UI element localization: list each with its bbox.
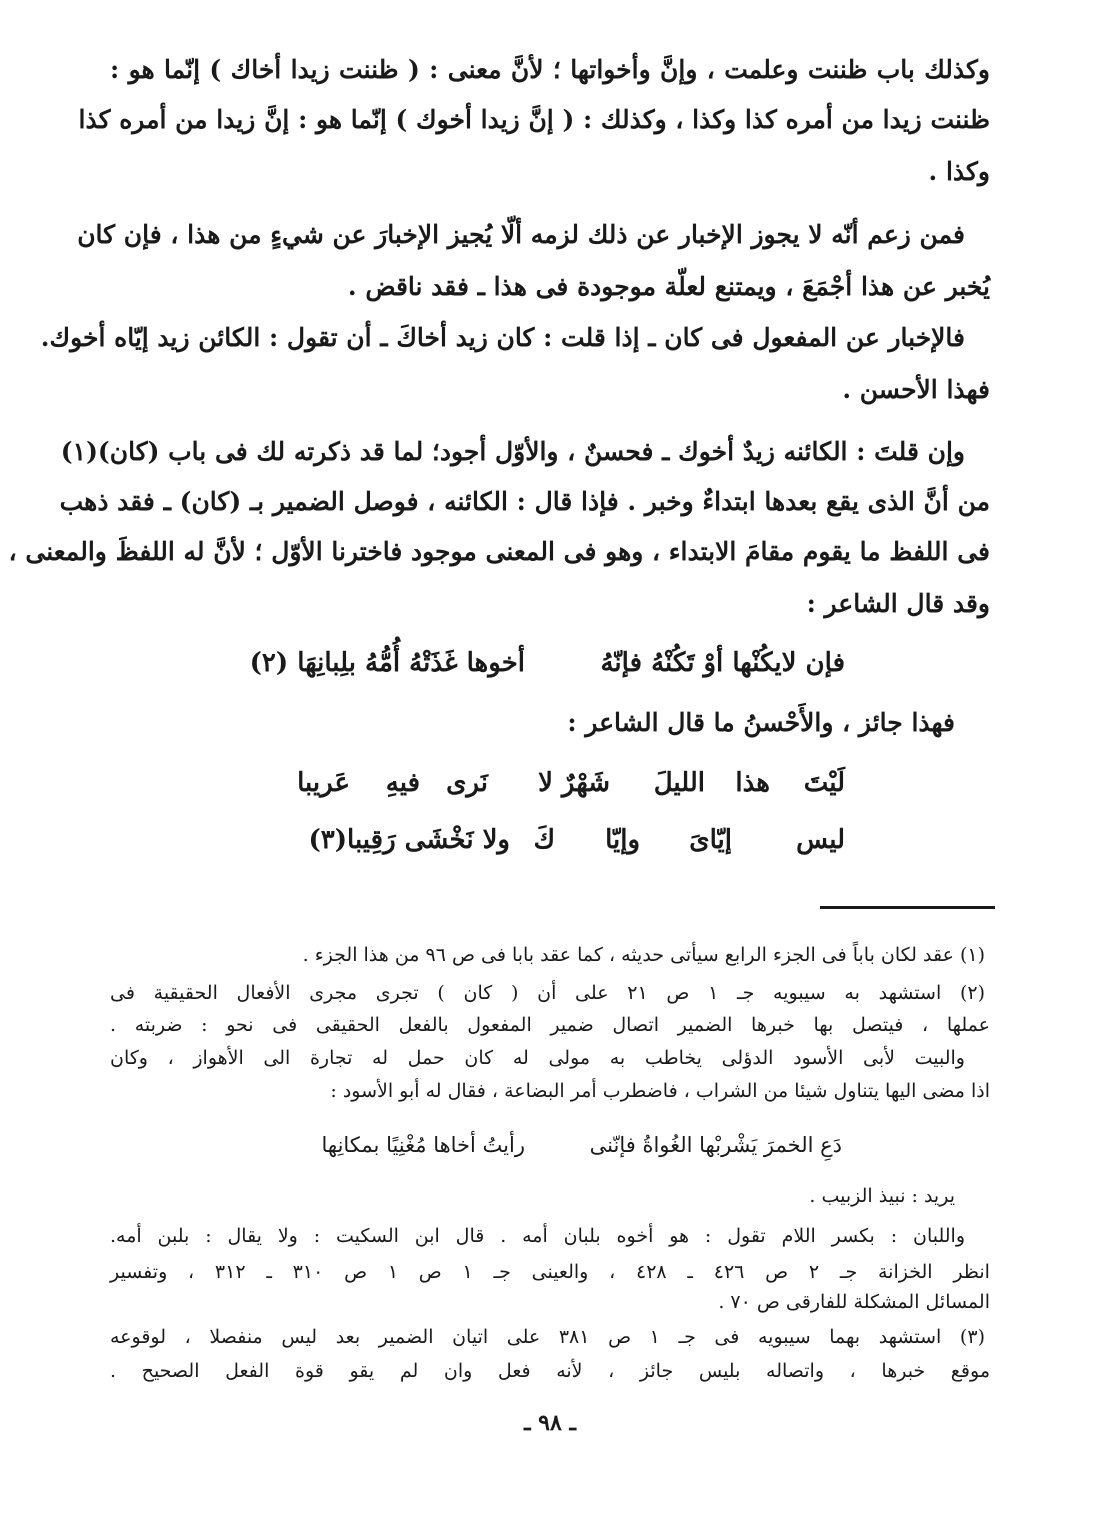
footnote-2-verse-second: رأيتُ أخاها مُغْنِيًا بمكانِها xyxy=(321,1133,525,1157)
verse2a-word-5: لا xyxy=(538,768,553,798)
main-line-1: وكذلك باب ظننت وعلمت ، وإنَّ وأخواتها ؛ لأنَّ معنى : ( ظننت زيدا أخاك ) إنّما هو : xyxy=(110,55,990,84)
page-number: ـ ٩٨ ـ xyxy=(524,1410,576,1436)
verse2b-word-1: ليس xyxy=(796,825,845,855)
verse2b-word-3: وإيّا xyxy=(605,825,640,855)
main-line-after-verse: فهذا جائز ، والأَحْسنُ ما قال الشاعر : xyxy=(567,708,955,737)
main-line-7: فهذا الأحسن . xyxy=(842,375,990,404)
verse2b-word-5: ولا نَخْشَى رَقِيبا(٣) xyxy=(308,825,510,855)
footnote-2-line-7: انظر الخزانة جـ ٢ ص ٤٢٦ ـ ٤٢٨ ، والعينى جـ ١ ص ١ ص ٣١٠ ـ ٣١٢ ، وتفسير xyxy=(110,1261,990,1283)
footnote-2-line-1: (٢) استشهد به سيبويه جـ ١ ص ٢١ على أن ( كان ) تجرى مجرى الأفعال الحقيقية فى xyxy=(110,982,985,1004)
footnote-1: (١) عقد لكان باباً فى الجزء الرابع سيأتى حديثه ، كما عقد بابا فى ص ٩٦ من هذا الجزء . xyxy=(302,944,985,966)
verse2a-word-1: لَيْتَ xyxy=(803,768,845,798)
footnote-separator xyxy=(820,906,995,909)
verse2a-word-7: فيهِ xyxy=(385,768,420,798)
main-line-8: وإن قلتَ : الكائنه زيدٌ أخوك ـ فحسنٌ ، والأوّل أجود؛ لما قد ذكرته لك فى باب (كان)(١) xyxy=(60,437,965,466)
verse2a-word-2: هذا xyxy=(735,768,770,798)
verse2b-word-4: كَ xyxy=(533,825,555,855)
verse1-first-hemistich: فإن لايكُنْها أوْ تَكُنْهُ فإنّهُ xyxy=(600,648,845,678)
verse2a-word-6: نَرى xyxy=(446,768,488,798)
footnote-2-line-4: اذا مضى اليها يتناول شيئا من الشراب ، فاضطرب أمر البضاعة ، فقال له أبو الأسود : xyxy=(330,1080,990,1102)
footnote-2-line-6: واللبان : بكسر اللام تقول : هو أخوه بلبان أمه . قال ابن السكيت : ولا يقال : بلبن أمه. xyxy=(110,1225,965,1247)
main-line-3: وكذا . xyxy=(928,157,990,186)
footnote-3-line-1: (٣) استشهد بهما سيبويه فى جـ ١ ص ٣٨١ على اتيان الضمير بعد ليس منفصلا ، لوقوعه xyxy=(110,1326,985,1348)
main-line-10: فى اللفظ ما يقوم مقامَ الابتداء ، وهو فى المعنى موجود فاخترنا الأوّل ؛ لأنَّ له اللفظَ والمعنى ، xyxy=(8,537,990,566)
footnote-2-line-3: والبيت لأبى الأسود الدؤلى يخاطب به مولى له كان حمل له تجارة الى الأهواز ، وكان xyxy=(110,1047,965,1069)
verse1-second-hemistich: أخوها غَذَتْهُ أُمُّهُ بلِبانِهَا (٢) xyxy=(249,648,525,678)
footnote-2-verse-first: دَعِ الخمرَ يَشْربْها الغُواةُ فإنّنى xyxy=(589,1133,842,1157)
verse2a-word-4: شَهْرٌ xyxy=(561,768,610,798)
main-line-11: وقد قال الشاعر : xyxy=(806,589,990,618)
main-line-2: ظننت زيدا من أمره كذا وكذا ، وكذلك : ( إنَّ زيدا أخوك ) إنّما هو : إنَّ زيدا من أمره كذا xyxy=(78,105,990,134)
footnote-3-line-2: موقع خبرها ، واتصاله بليس جائز ، لأنه فعل وان لم يقو قوة الفعل الصحيح . xyxy=(110,1360,990,1382)
verse2b-word-2: إيّاىَ xyxy=(689,825,732,855)
main-line-9: من أنَّ الذى يقع بعدها ابتداءٌ وخبر . فإذا قال : الكائنه ، فوصل الضمير بـ (كان) ـ فقد ذهب xyxy=(59,487,990,516)
main-line-4: فمن زعم أنّه لا يجوز الإخبار عن ذلك لزمه ألّا يُجيز الإخبارَ عن شيءٍ من هذا ، فإن كان xyxy=(77,220,965,249)
footnote-2-line-5: يريد : نبيذ الزبيب . xyxy=(809,1185,955,1207)
main-line-5: يُخبر عن هذا أجْمَعَ ، ويمتنع لعلّة موجودة فى هذا ـ فقد ناقض . xyxy=(347,272,990,301)
verse2a-word-8: عَريبا xyxy=(297,768,350,798)
main-line-6: فالإخبار عن المفعول فى كان ـ إذا قلت : كان زيد أخاكَ ـ أن تقول : الكائن زيد إيّاه أخوك. xyxy=(40,323,965,352)
footnote-2-line-2: عملها ، فيتصل بها خبرها الضمير اتصال ضمير المفعول بالفعل الحقيقى فى نحو : ضربته . xyxy=(110,1014,990,1036)
verse2a-word-3: الليلَ xyxy=(653,768,705,798)
footnote-2-line-8: المسائل المشكلة للفارقى ص ٧٠ . xyxy=(718,1291,990,1313)
